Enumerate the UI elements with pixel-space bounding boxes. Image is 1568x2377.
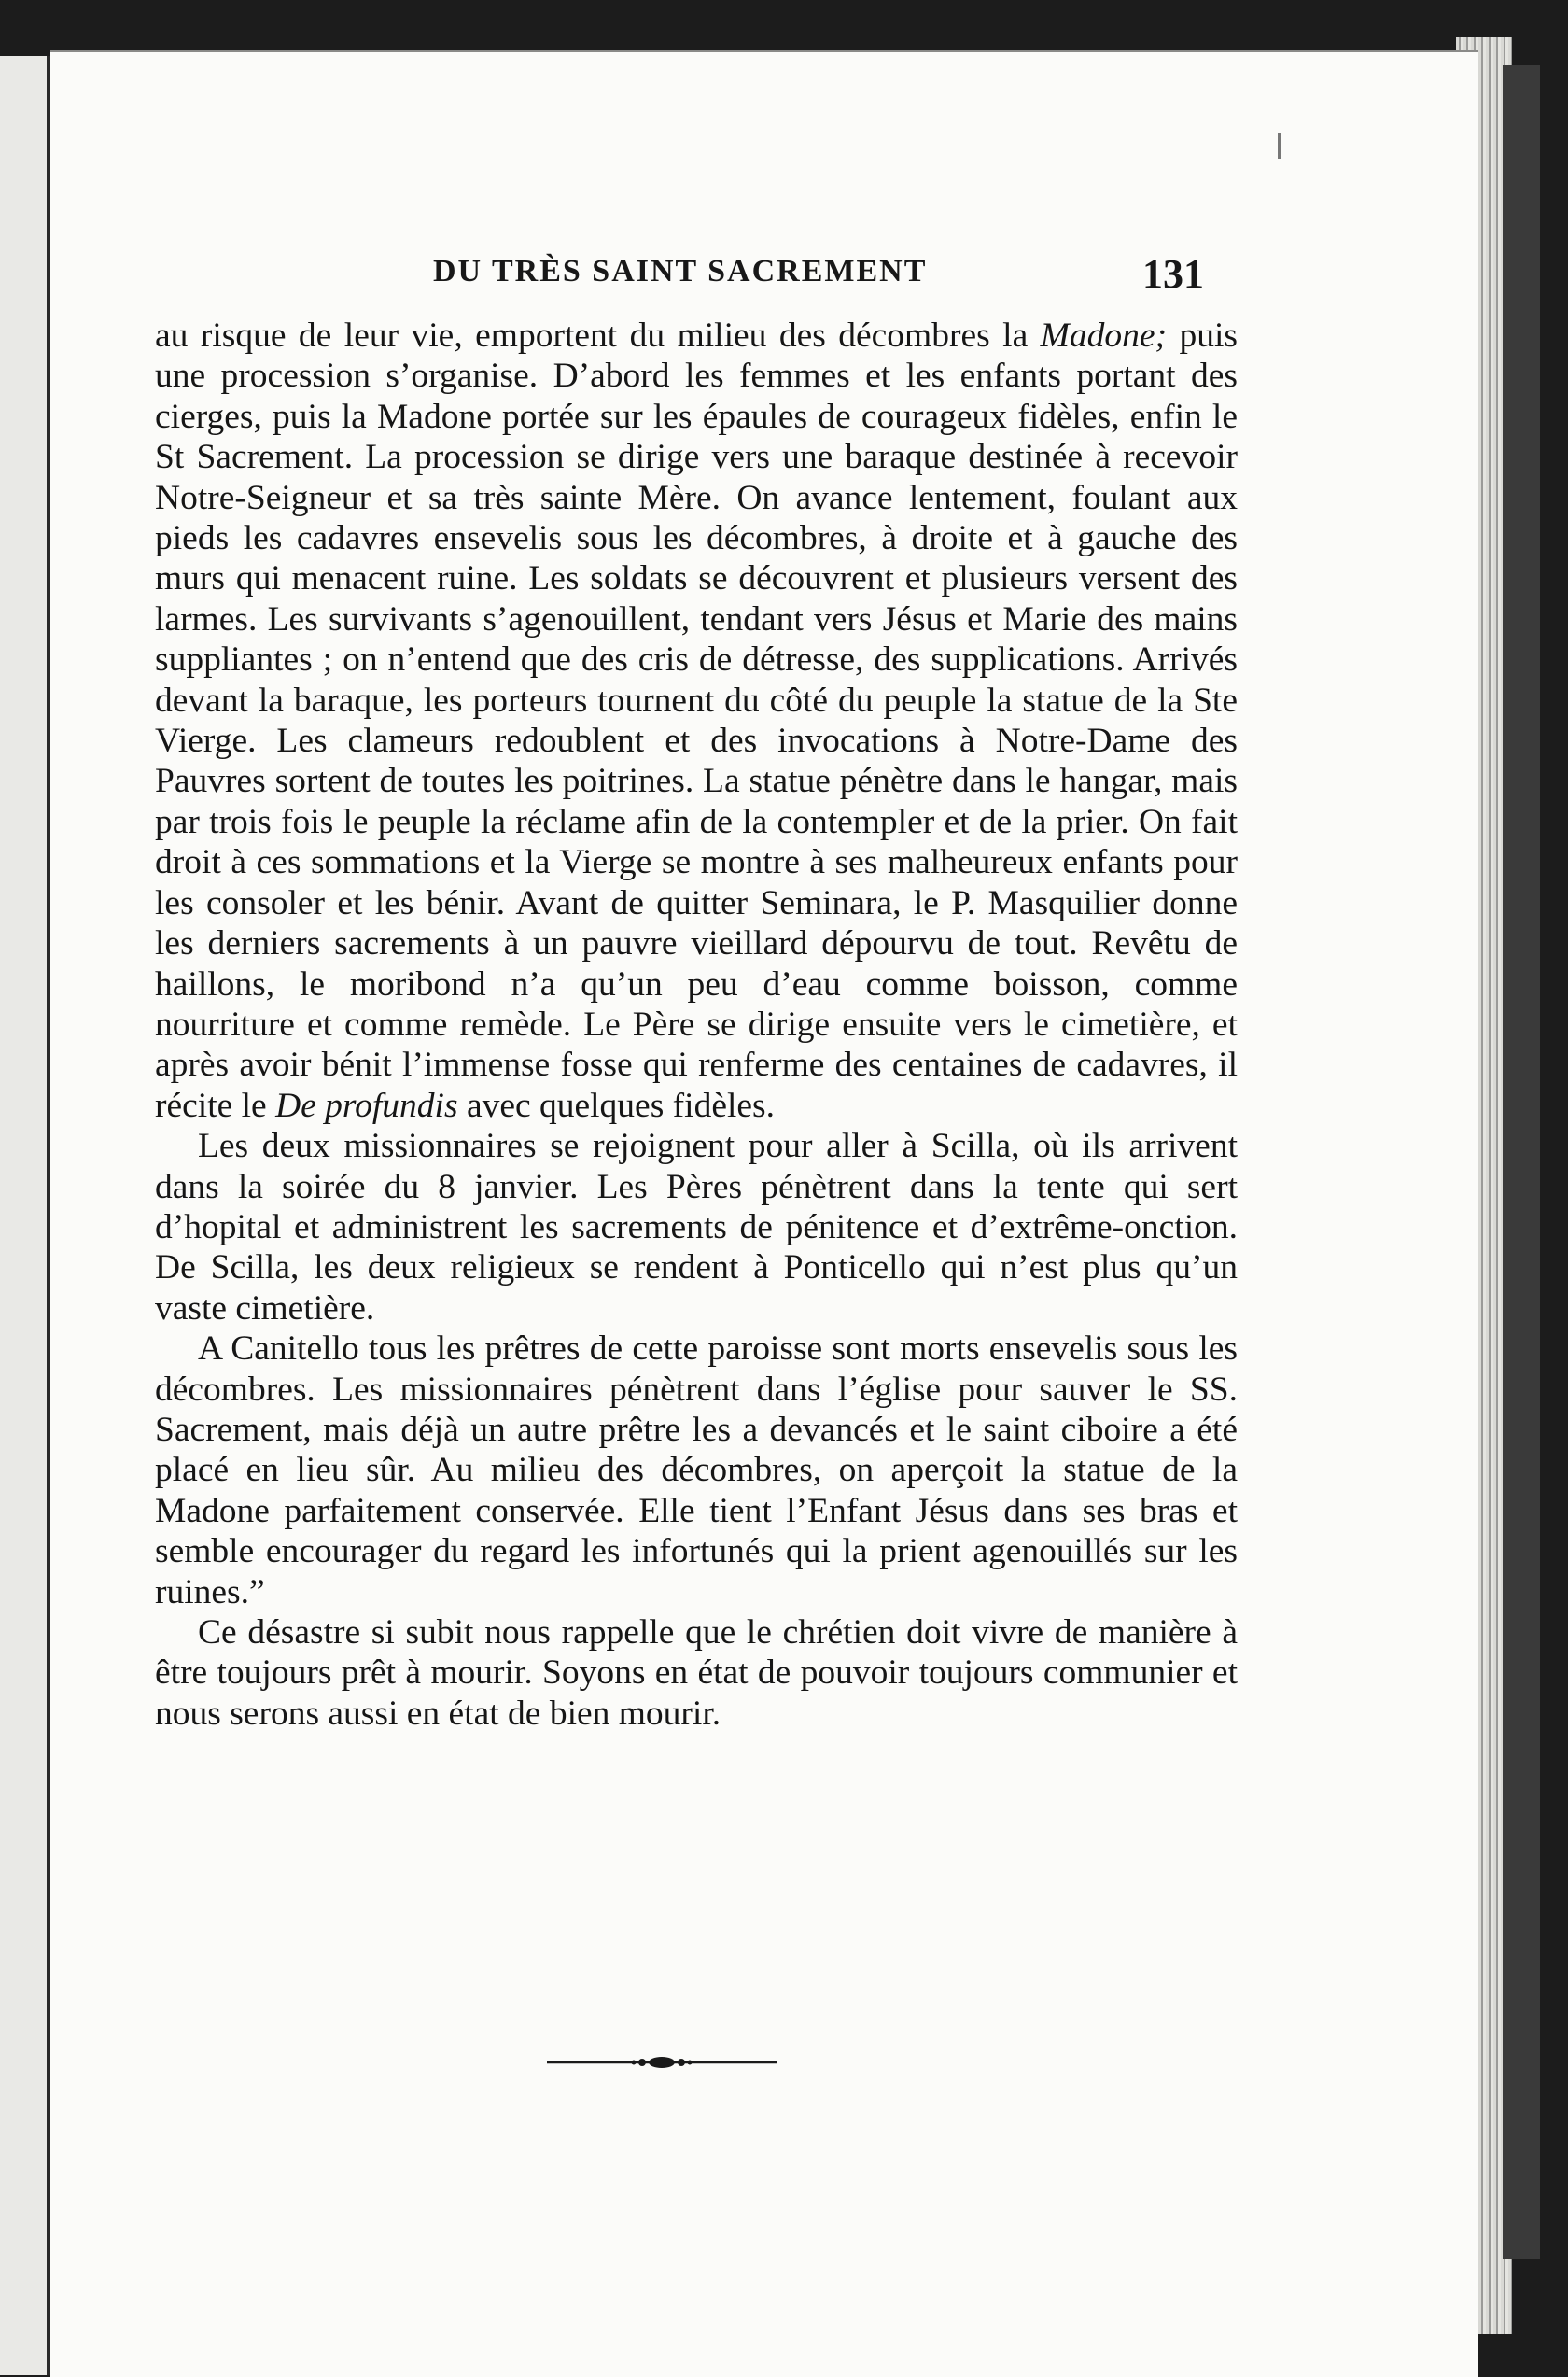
page-number: 131 — [1142, 251, 1204, 297]
tailpiece-ornament-icon — [545, 2048, 778, 2076]
italic-de-profundis: De profundis — [275, 1086, 458, 1125]
body-text — [155, 316, 1238, 1734]
facing-page-edge — [0, 56, 49, 2375]
paragraph-1-part-2: puis une procession s’organise. D’abord les femmes et les enfants portant des cierges, puis la Madone portée sur les épaules de courageux fidèles, enfin le St Sacrement. La procession se dirige vers une baraque destinée à recevoir Notre-Seigneur et sa très sainte Mère. On avance lentement, foulant aux pieds les cadavres ensevelis sous les décombres, à droite et à gauche des murs qui menacent ruine. Les soldats se découvrent et plusieurs versent des larmes. Les survivants s’agenouillent, tendant vers Jésus et Marie des mains suppliantes ; on n’entend que des cris de détresse, des supplications. Arrivés devant la baraque, les porteurs tournent du côté du peuple la statue de la Ste Vierge. Les clameurs redoublent et des invocations à Notre-Dame des Pauvres sortent de toutes les poitrines. La statue pénètre dans le hangar, mais par trois fois le peuple la réclame afin de la contempler et de la prier. On fait droit à ces sommations et la Vierge se montre à ses malheureux enfants pour les consoler et les bénir. Avant de quitter Seminara, le P. Masquilier donne les derniers sacrements à un pauvre vieillard dépourvu de tout. Revêtu de haillons, le moribond n’a qu’un peu d’eau comme boisson, comme nourriture et comme remède. Le Père se dirige ensuite vers le cimetière, et après avoir bénit l’immense fosse qui renferme des centaines de cadavres, il récite le — [155, 316, 1238, 1125]
paragraph-1-part-3: avec quelques fidèles. — [457, 1086, 776, 1125]
paragraph-2: Les deux missionnaires se rejoignent pour aller à Scilla, où ils arrivent dans la soirée du 8 janvier. Les Pères pénètrent dans la tente qui sert d’hopital et administrent les sacrements de pénitence et d’extrême-onction. De Scilla, les deux religieux se rendent à Ponticello qui n’est plus qu’un vaste cimetière. — [155, 1127, 1238, 1328]
paragraph-3: A Canitello tous les prêtres de cette paroisse sont morts ensevelis sous les décombres. Les missionnaires pénètrent dans l’église pour sauver le SS. Sacrement, mais déjà un autre prêtre les a devancés et le saint ciboire a été placé en lieu sûr. Au milieu des décombres, on aperçoit la statue de la Madone parfaitement conservée. Elle tient l’Enfant Jésus dans ses bras et semble encourager du regard les infortunés qui la prient agenouillés sur les ruines.” — [155, 1329, 1238, 1611]
paragraph-1-part-1: au risque de leur vie, emportent du milieu des décombres la — [155, 316, 1041, 355]
book-cover-edge — [1503, 65, 1540, 2259]
scan-mark — [1278, 133, 1281, 159]
paragraph-1 — [155, 316, 1238, 1126]
book-page — [50, 50, 1478, 2377]
paragraph-4: Ce désastre si subit nous rappelle que le chrétien doit vivre de manière à être toujours prêt à mourir. Soyons en état de pouvoir toujours communier et nous serons aussi en état de bien mourir. — [155, 1613, 1238, 1733]
running-head — [50, 251, 1478, 310]
italic-madone: Madone; — [1040, 316, 1168, 355]
running-title: DU TRÈS SAINT SACREMENT — [433, 254, 928, 288]
